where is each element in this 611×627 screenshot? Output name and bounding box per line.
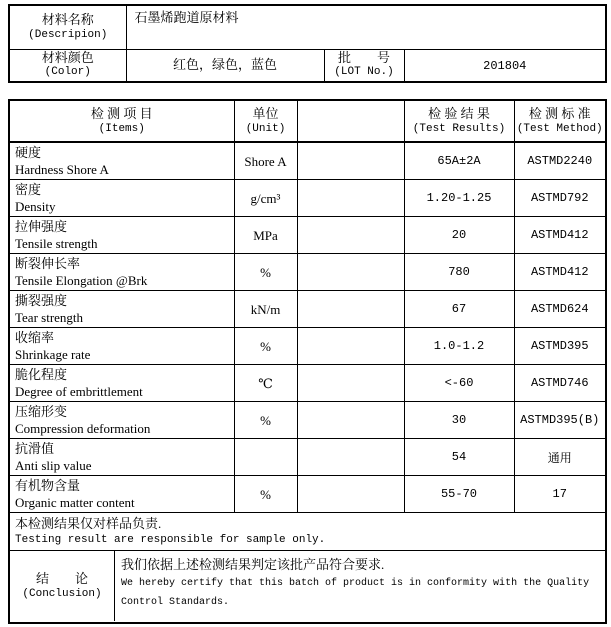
- result-cell: 1.0-1.2: [404, 328, 514, 365]
- spare-cell: [297, 476, 404, 513]
- test-row: [9, 439, 606, 476]
- item-name-en: Tensile Elongation @Brk: [15, 273, 148, 288]
- results-header-zh: 检 验 结 果: [428, 106, 490, 121]
- item-name-zh: 脆化程度: [15, 367, 68, 382]
- items-header-cell: [9, 100, 234, 142]
- material-name-row: [9, 5, 606, 49]
- item-cell: [9, 328, 234, 365]
- unit-cell: kN/m: [234, 291, 297, 328]
- unit-cell: %: [234, 402, 297, 439]
- lot-value-cell: [404, 49, 606, 82]
- result-cell: 55-70: [404, 476, 514, 513]
- disclaimer-zh: 本检测结果仅对样品负责.: [15, 516, 162, 531]
- material-name-label-en: (Descripion): [28, 29, 108, 42]
- test-report-document: [0, 4, 611, 627]
- method-cell: ASTMD746: [514, 365, 606, 402]
- item-cell: [9, 217, 234, 254]
- unit-header-zh: 单位: [252, 106, 279, 121]
- spare-cell: [297, 328, 404, 365]
- spare-header-cell: [297, 100, 404, 142]
- material-name-label-cell: [9, 5, 126, 49]
- material-name-value: 石墨烯跑道原材料: [134, 10, 239, 25]
- conclusion-body: [115, 551, 605, 621]
- item-name-en: Compression deformation: [15, 421, 151, 436]
- spare-cell: [297, 217, 404, 254]
- method-cell: 17: [514, 476, 606, 513]
- unit-cell: %: [234, 476, 297, 513]
- test-row: [9, 217, 606, 254]
- test-table-header-row: [9, 100, 606, 142]
- item-cell: [9, 439, 234, 476]
- item-name-en: Tensile strength: [15, 236, 98, 251]
- lot-label-zh: 批 号: [337, 50, 390, 66]
- material-color-label-en: (Color): [44, 66, 91, 79]
- item-name-zh: 密度: [15, 182, 42, 197]
- material-color-value-cell: [126, 49, 324, 82]
- result-cell: 54: [404, 439, 514, 476]
- conclusion-text-zh: 我们依据上述检测结果判定该批产品符合要求.: [121, 557, 385, 573]
- item-cell: [9, 402, 234, 439]
- material-color-row: [9, 49, 606, 82]
- unit-cell: MPa: [234, 217, 297, 254]
- spare-cell: [297, 365, 404, 402]
- method-header-en: (Test Method): [516, 123, 603, 135]
- unit-cell: Shore A: [234, 142, 297, 180]
- item-name-en: Tear strength: [15, 310, 84, 325]
- material-color-label-cell: [9, 49, 126, 82]
- method-cell: ASTMD395(B): [514, 402, 606, 439]
- item-name-zh: 硬度: [15, 145, 42, 160]
- method-cell: ASTMD412: [514, 254, 606, 291]
- method-cell: 通用: [514, 439, 606, 476]
- unit-cell: g/cm³: [234, 180, 297, 217]
- conclusion-wrap: [10, 551, 605, 621]
- material-name-value-cell: [126, 5, 606, 49]
- item-name-en: Hardness Shore A: [15, 162, 109, 177]
- spare-cell: [297, 291, 404, 328]
- result-cell: 20: [404, 217, 514, 254]
- conclusion-row: [9, 551, 606, 623]
- method-header-zh: 检 测 标 准: [528, 106, 591, 121]
- item-cell: [9, 254, 234, 291]
- spare-cell: [297, 254, 404, 291]
- method-header-cell: [514, 100, 606, 142]
- method-cell: ASTMD792: [514, 180, 606, 217]
- unit-cell: %: [234, 328, 297, 365]
- item-cell: [9, 476, 234, 513]
- test-results-table: [8, 99, 607, 624]
- conclusion-text-en: We hereby certify that this batch of product is in conformity with the Quality Control Standards.: [121, 578, 590, 609]
- results-header-en: (Test Results): [412, 123, 506, 135]
- result-cell: 65A±2A: [404, 142, 514, 180]
- lot-label-en: (LOT No.): [334, 66, 394, 79]
- item-name-zh: 压缩形变: [15, 404, 68, 419]
- items-header-zh: 检 测 项 目: [90, 106, 153, 121]
- item-cell: [9, 142, 234, 180]
- result-cell: 67: [404, 291, 514, 328]
- items-header-en: (Items): [98, 123, 145, 135]
- results-header-cell: [404, 100, 514, 142]
- method-cell: ASTMD624: [514, 291, 606, 328]
- test-row: [9, 328, 606, 365]
- lot-value: 201804: [483, 59, 527, 74]
- test-row: [9, 254, 606, 291]
- material-color-label-zh: 材料颜色: [41, 50, 94, 66]
- unit-cell: %: [234, 254, 297, 291]
- disclaimer-cell: [9, 513, 606, 551]
- spare-cell: [297, 142, 404, 180]
- disclaimer-row: [9, 513, 606, 551]
- spare-cell: [297, 402, 404, 439]
- item-name-en: Degree of embrittlement: [15, 384, 143, 399]
- test-row: [9, 476, 606, 513]
- item-name-zh: 有机物含量: [15, 478, 81, 493]
- material-color-value: 红色，绿色，蓝色: [172, 57, 277, 73]
- item-name-zh: 抗滑值: [15, 441, 55, 456]
- test-row: [9, 402, 606, 439]
- unit-header-en: (Unit): [245, 123, 286, 135]
- item-name-zh: 收缩率: [15, 330, 55, 345]
- unit-cell: [234, 439, 297, 476]
- test-row: [9, 142, 606, 180]
- method-cell: ASTMD412: [514, 217, 606, 254]
- test-table-body: [9, 142, 606, 513]
- conclusion-cell: [9, 551, 606, 623]
- method-cell: ASTMD2240: [514, 142, 606, 180]
- method-cell: ASTMD395: [514, 328, 606, 365]
- conclusion-label: [10, 551, 115, 621]
- spare-cell: [297, 180, 404, 217]
- item-cell: [9, 365, 234, 402]
- test-row: [9, 291, 606, 328]
- material-info-table: [8, 4, 607, 83]
- item-name-en: Density: [15, 199, 56, 214]
- item-name-zh: 撕裂强度: [15, 293, 68, 308]
- unit-header-cell: [234, 100, 297, 142]
- lot-label-cell: [324, 49, 404, 82]
- disclaimer-en: Testing result are responsible for sample only.: [15, 534, 326, 546]
- material-name-label-zh: 材料名称: [41, 12, 94, 28]
- result-cell: 1.20-1.25: [404, 180, 514, 217]
- result-cell: <-60: [404, 365, 514, 402]
- result-cell: 30: [404, 402, 514, 439]
- item-name-zh: 拉伸强度: [15, 219, 68, 234]
- result-cell: 780: [404, 254, 514, 291]
- item-name-en: Anti slip value: [15, 458, 92, 473]
- item-cell: [9, 180, 234, 217]
- item-name-en: Organic matter content: [15, 495, 135, 510]
- spare-cell: [297, 439, 404, 476]
- item-name-en: Shrinkage rate: [15, 347, 91, 362]
- test-row: [9, 365, 606, 402]
- conclusion-label-en: (Conclusion): [22, 588, 102, 601]
- test-row: [9, 180, 606, 217]
- unit-cell: ℃: [234, 365, 297, 402]
- item-name-zh: 断裂伸长率: [15, 256, 81, 271]
- conclusion-label-zh: 结 论: [35, 571, 88, 587]
- item-cell: [9, 291, 234, 328]
